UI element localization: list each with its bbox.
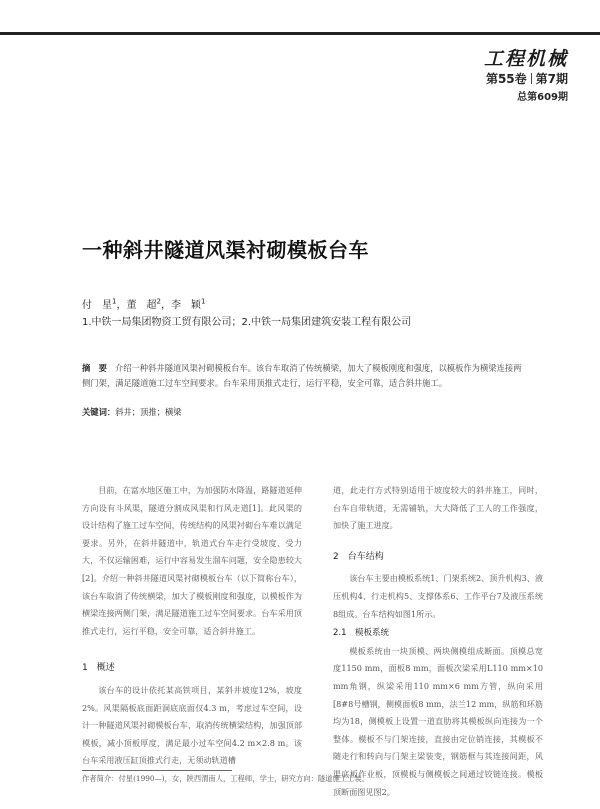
keywords-label: 关键词： [82,407,116,417]
author-affil-mark: 1 [112,297,117,306]
affiliations: 1.中铁一局集团物资工贸有限公司；2.中铁一局集团建筑安装工程有限公司 [82,317,412,328]
issue-number: 第7期 [535,72,568,86]
header-rule [0,32,600,35]
issue-volume: 第55卷 [485,72,527,86]
author-footnote: 作者简介：付星(1990—)，女，陕西渭南人，工程师，学士，研究方向：隧道施工工装。 [82,774,369,783]
right-column [333,482,543,801]
subsection-heading: 2.1 模板系统 [333,628,390,639]
issue-info [486,70,568,87]
section-heading: 2 台车结构 [333,551,384,562]
issue-separator [531,73,532,84]
author-affil-mark: 2 [156,297,161,306]
footnote-rule [82,770,232,771]
keywords-text: 斜井；顶推；横梁 [115,407,182,417]
intro-paragraph: 目前，在富水地区施工中，为加强防水降温，路隧道延伸方向设有斗风渠，隧道分割成风渠和行风走道[1]。此风渠的设计结构了施工过车空间，传统结构的风渠衬砌台车难以满足要求。另外，在斜井隧道中，轨道式台车走行受坡度、受力大，不仅运输困难，运行中容易发生溜车问题，安全隐患较大[2]。介绍一种斜井隧道风渠衬砌模板台车（以下简称台车），该台车取消了传统横梁，加大了模板刚度和强度，以模板作为横梁连接两侧门架，满足隧道施工过车空间要求。台车采用顶推式走行，运行平稳，安全可靠，适合斜井施工。 [82,485,302,636]
continuation-paragraph: 道，此走行方式特别适用于坡度较大的斜井施工，同时，台车自带轨道，无需铺轨，大大降低了工人的工作强度，加快了施工进度。 [333,485,543,531]
author-name: 董 超 [126,300,157,311]
abstract-text: 介绍一种斜井隧道风渠衬砌模板台车。该台车取消了传统横梁，加大了模板刚度和强度，以模板作为横梁连接两侧门架，满足隧道施工过车空间要求。台车采用顶推式走行，运行平稳，安全可靠，适合斜井施工。 [82,363,522,388]
subsection-paragraph: 模板系统由一块顶模、两块侧模组成断面。顶模总宽度1150 mm，面板8 mm，面板次梁采用L110 mm×10 mm角钢，纵梁采用110 mm×6 mm方管，纵向采用[8#8号槽钢，侧模面板8 mm，法兰12 mm，纵筋和环筋均为18，侧模板上设置一道直肋将其模板纵向连接为一个整体。模板不与门架连接，直接由定位销连接，其模板不随走行和转向与门架主梁装变，钢筋框与其连接间距，风渠底板作业板，顶模板与侧模板之间通过铰链连接。模板顶断面图见图2。 [333,645,543,797]
abstract [82,361,522,391]
author-name: 李 颖 [170,300,201,311]
author-list: 付 星$^1$，董 超$^2$，李 颖$^1$ [82,297,206,311]
left-column [82,482,302,770]
abstract-label: 摘 要 [82,363,107,373]
journal-name: 工程机械 [483,48,568,70]
author-affil-mark: 1 [200,297,206,306]
section-paragraph: 该台车的设计依托某高铁项目，某斜井坡度12%，坡度2%。风渠隔板底面距洞底底面仅4.3 m，考虑过车空间，设计一种隧道风渠衬砌模板台车，取消传统横梁结构，加强顶部模板，减小顶板厚度，满足最小过车空间4.2 m×2.8 m。该台车采用液压缸顶推式行走，无须动轨道槽 [82,684,302,766]
section-paragraph: 该台车主要由模板系统1、门架系统2、顶升机构3、液压机构4、行走机构5、支撑体系6、工作平台7及液压系统8组成。台车结构如图1所示。 [333,573,543,619]
keywords [82,406,182,418]
author-name: 付 星 [82,300,112,311]
total-issue: 总第609期 [517,92,568,103]
section-heading: 1 概述 [82,663,115,674]
article-title: 一种斜井隧道风渠衬砌模板台车 [82,238,369,262]
